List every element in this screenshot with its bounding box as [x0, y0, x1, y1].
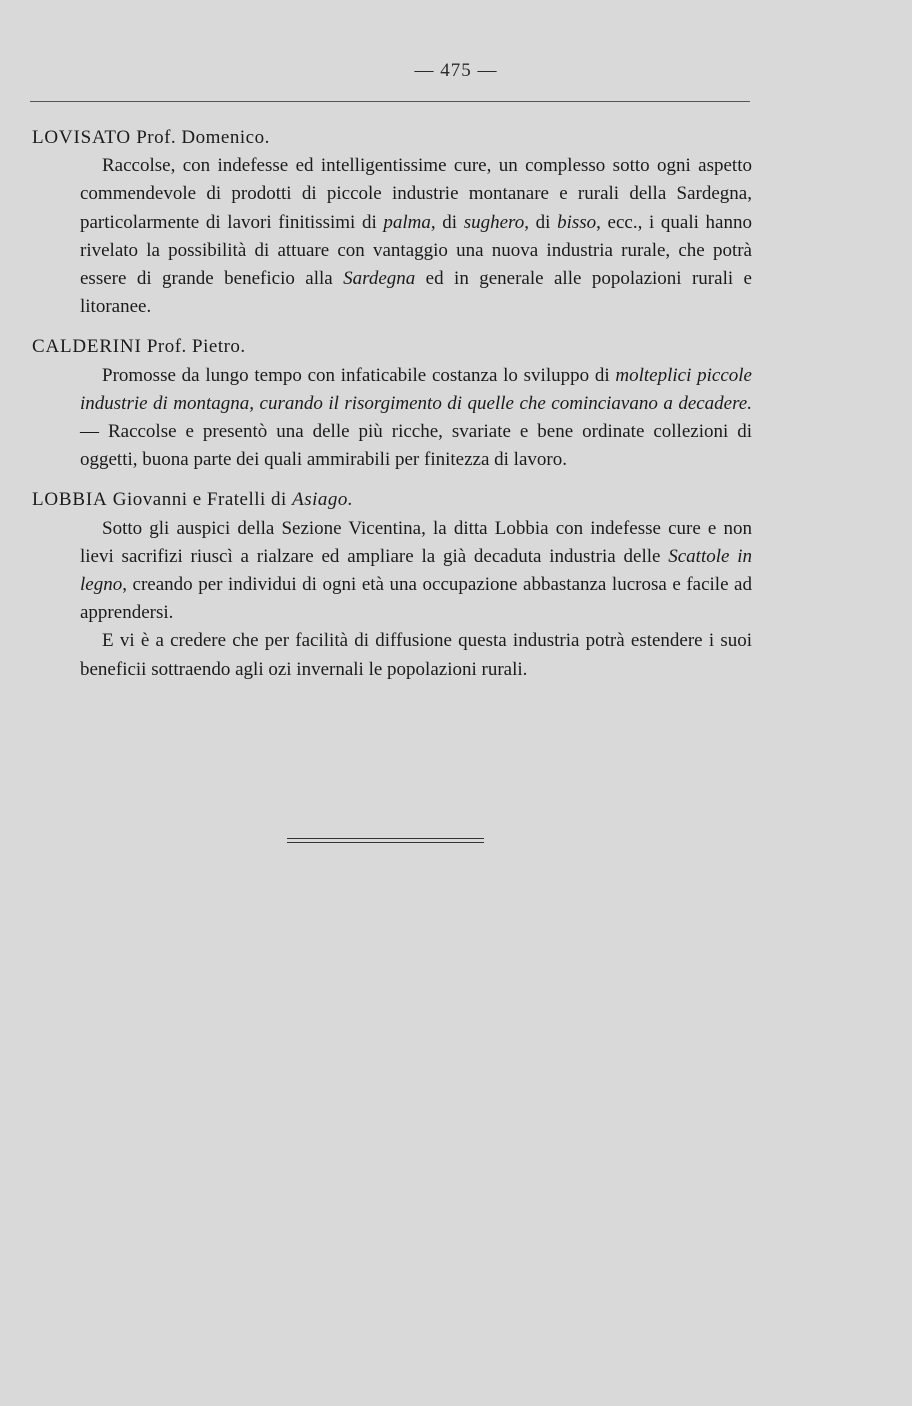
text-run: , creando per individui di ogni età una occupazione abbastanza lucrosa e facile ad apprendersi. [80, 574, 752, 624]
text-run: — Raccolse e presentò una delle più ricche, svariate e bene ordinate collezioni di oggetti, buona parte dei quali ammirabili per finitezza di lavoro. [80, 421, 752, 471]
entry-title: Prof. Domenico. [136, 127, 270, 148]
closing-rule-line [287, 838, 484, 839]
italic-run: palma [383, 211, 431, 233]
text-run: Raccolse, con indefesse ed intelligentissime cure, un complesso sotto ogni aspetto commendevole di prodotti di piccole industrie montanare e rurali della Sardegna, particolarmente di lavori finitissimi di [80, 155, 752, 233]
entry-surname: CALDERINI [32, 336, 142, 358]
text-run: E vi è a credere che per facilità di diffusione questa industria potrà estendere i suoi beneficii sottraendo agli ozi invernali le popolazioni rurali. [80, 630, 752, 680]
entry-paragraph [80, 362, 752, 475]
entry-heading [32, 333, 752, 361]
entry-place: Asiago. [292, 489, 354, 511]
entry-surname: LOVISATO [32, 127, 131, 148]
italic-run: Scattole in legno [80, 545, 753, 596]
entry-calderini [32, 333, 752, 474]
text-run: , di [430, 211, 464, 233]
italic-run: bisso [557, 211, 597, 233]
closing-double-rule [287, 838, 484, 846]
text-run: , ecc., i quali hanno rivelato la possibilità di attuare con vantaggio una nuova industria rurale, che potrà essere di grande beneficio alla [80, 211, 752, 290]
page-body [32, 124, 752, 696]
entry-surname: LOBBIA [32, 489, 108, 511]
italic-run: Sardegna [343, 268, 416, 290]
entry-heading [32, 486, 752, 514]
text-run: Sotto gli auspici della Sezione Vicentina, la ditta Lobbia con indefesse cure e non lievi sacrifizi riuscì a rialzare ed ampliare la già decaduta industria delle [80, 517, 752, 567]
header-rule [30, 101, 750, 102]
entry-paragraph [80, 152, 752, 321]
entry-paragraph [80, 515, 752, 628]
closing-rule-line [287, 842, 484, 843]
entry-title: Giovanni e Fratelli di [112, 489, 287, 511]
entry-lobbia [32, 486, 752, 683]
text-run: ed in generale alle popolazioni rurali e litoranee. [80, 268, 752, 318]
entry-title: Prof. Pietro. [146, 336, 246, 358]
entry-paragraph [80, 627, 752, 683]
italic-run: molteplici piccole industrie di montagna, curando il risorgimento di quelle che cominciavano a decadere. [80, 364, 752, 414]
entry-heading [32, 124, 752, 152]
page-number: — 475 — [414, 60, 498, 81]
entry-lovisato [32, 124, 752, 321]
text-run: , di [524, 211, 558, 233]
text-run: Promosse da lungo tempo con infaticabile costanza lo sviluppo di [102, 364, 616, 386]
italic-run: sughero [463, 211, 525, 233]
